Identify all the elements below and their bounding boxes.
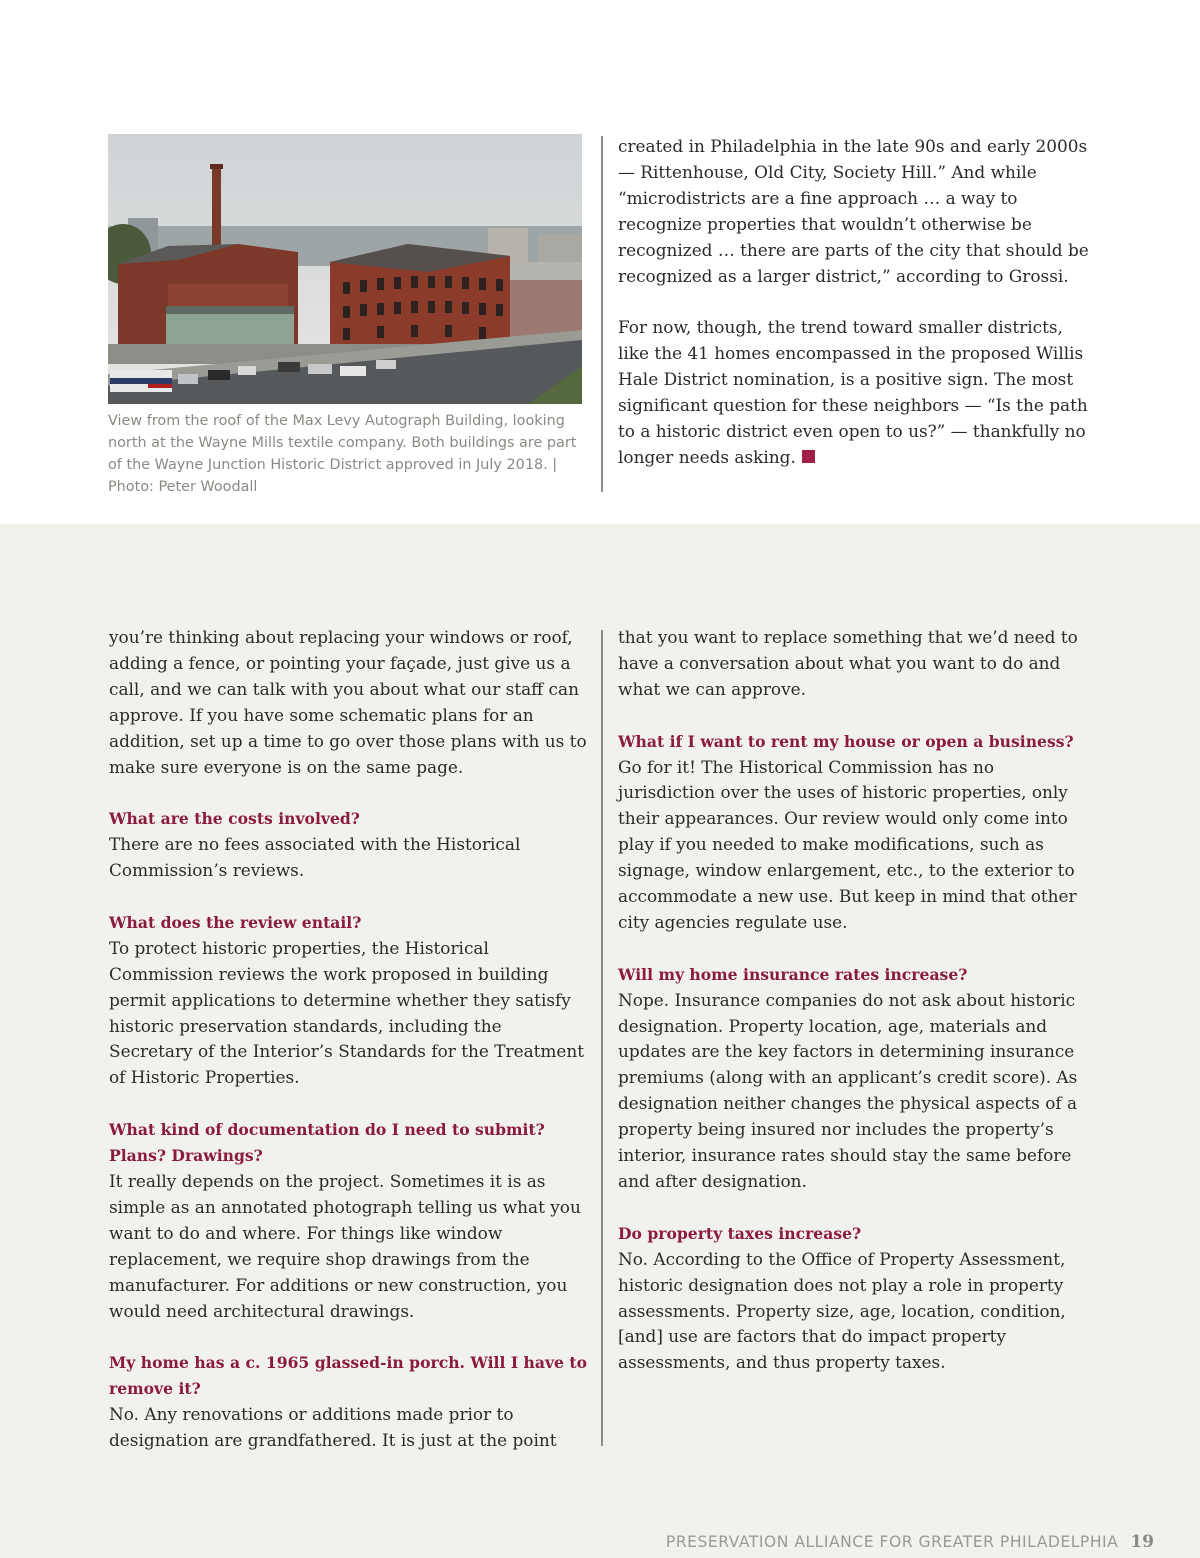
faq-item	[109, 910, 587, 1091]
faq-answer: No. According to the Office of Property Assessment, historic designation does not play a role in property assessments. Property size, age, location, condition, [and] use are factors that do impact property assessments, and thus property taxes.	[618, 1248, 1066, 1373]
faq-item	[109, 806, 587, 884]
industrial-buildings-photo	[108, 134, 582, 404]
faq-intro: you’re thinking about replacing your windows or roof, adding a fence, or pointing your façade, just give us a call, and we can talk with you about what our staff can approve. If you have some schematic plans for an addition, set up a time to go over those plans with us to make sure everyone is on the same page.	[109, 627, 587, 777]
faq-question: What are the costs involved?	[109, 809, 360, 829]
page-footer	[666, 1532, 1154, 1552]
faq-question: Will my home insurance rates increase?	[618, 964, 968, 984]
faq-question: What does the review entail?	[109, 912, 362, 932]
paragraph-final	[618, 315, 1093, 470]
paragraph	[618, 134, 1093, 289]
faq-answer: Go for it! The Historical Commission has no jurisdiction over the uses of historic properties, only their appearances. Our review would only come into play if you needed to make modifications, such as signage, window enlargement, etc., to the exterior to accommodate a new use. But keep in mind that other city agencies regulate use.	[618, 756, 1077, 932]
faq-question: Do property taxes increase?	[618, 1223, 862, 1243]
faq-item	[109, 1350, 587, 1454]
faq-answer: There are no fees associated with the Historical Commission’s reviews.	[109, 834, 521, 881]
faq-item	[109, 1117, 587, 1324]
faq-intro: that you want to replace something that we’d need to have a conversation about what you want to do and what we can approve.	[618, 627, 1078, 699]
faq-item	[618, 729, 1093, 936]
paragraph-text: created in Philadelphia in the late 90s and early 2000s — Rittenhouse, Old City, Society Hill.” And while “microdistricts are a fine approach … a way to recognize properties that wouldn’t otherwise be recognized … there are parts of the city that should be recognized as a larger district,” according to Grossi.	[618, 136, 1089, 286]
paragraph-text: For now, though, the trend toward smaller districts, like the 41 homes encompassed in the proposed Willis Hale District nomination, is a positive sign. The most significant question for these neighbors — “Is the path to a historic district even open to us?” — thankfully no longer needs asking.	[618, 317, 1088, 467]
faq-answer: Nope. Insurance companies do not ask about historic designation. Property location, age, materials and updates are the key factors in determining insurance premiums (along with an applicant’s credit score). As designation neither changes the physical aspects of a property being insured nor includes the property’s interior, insurance rates should stay the same before and after designation.	[618, 989, 1078, 1191]
publication-name: PRESERVATION ALLIANCE FOR GREATER PHILADELPHIA	[665, 1533, 1119, 1551]
article-column-top-right	[618, 134, 1093, 497]
faq-column-left	[109, 625, 587, 1480]
faq-question: My home has a c. 1965 glassed-in porch. Will I have to remove it?	[109, 1353, 588, 1399]
faq-question: What if I want to rent my house or open a business?	[618, 731, 1074, 751]
column-divider-bottom	[601, 630, 603, 1446]
faq-answer: No. Any renovations or additions made prior to designation are grandfathered. It is just at the point	[109, 1404, 557, 1451]
photo-caption: View from the roof of the Max Levy Autograph Building, looking north at the Wayne Mills textile company. Both buildings are part of the Wayne Junction Historic District approved in July 2018. | Photo: Peter Woodall	[108, 413, 577, 495]
faq-item	[618, 962, 1093, 1195]
column-divider-top	[601, 136, 603, 492]
faq-item	[618, 1221, 1093, 1376]
faq-column-right	[618, 625, 1093, 1402]
page-number: 19	[1130, 1532, 1154, 1552]
end-of-article-mark	[802, 450, 815, 463]
faq-question: What kind of documentation do I need to submit? Plans? Drawings?	[109, 1120, 545, 1166]
faq-answer: To protect historic properties, the Historical Commission reviews the work proposed in building permit applications to determine whether they satisfy historic preservation standards, including the Secretary of the Interior’s Standards for the Treatment of Historic Properties.	[109, 937, 585, 1088]
faq-answer: It really depends on the project. Sometimes it is as simple as an annotated photograph telling us what you want to do and where. For things like window replacement, we require shop drawings from the manufacturer. For additions or new construction, you would need architectural drawings.	[109, 1170, 581, 1321]
